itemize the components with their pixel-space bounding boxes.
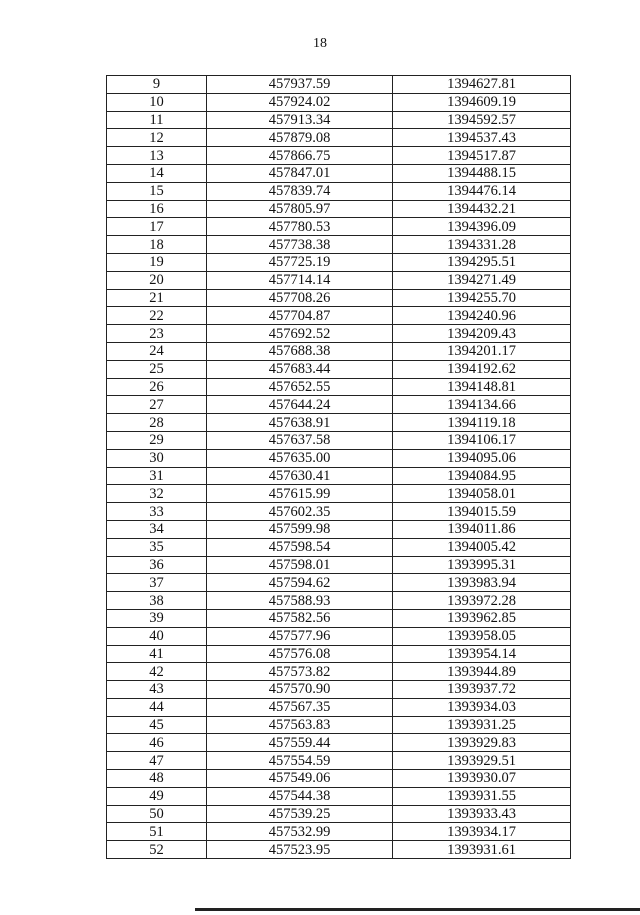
point-number-cell: 32 <box>107 485 207 503</box>
x-coordinate-cell: 457559.44 <box>207 734 393 752</box>
table-row <box>107 164 571 182</box>
x-coordinate-cell: 457576.08 <box>207 645 393 663</box>
y-coordinate-cell: 1394627.81 <box>393 76 571 94</box>
table-row <box>107 76 571 94</box>
x-coordinate-cell: 457924.02 <box>207 93 393 111</box>
table-row <box>107 271 571 289</box>
point-number-cell: 39 <box>107 609 207 627</box>
point-number-cell: 19 <box>107 253 207 271</box>
table-row <box>107 307 571 325</box>
point-number-cell: 17 <box>107 218 207 236</box>
y-coordinate-cell: 1393958.05 <box>393 627 571 645</box>
y-coordinate-cell: 1394331.28 <box>393 236 571 254</box>
x-coordinate-cell: 457570.90 <box>207 681 393 699</box>
table-row <box>107 681 571 699</box>
x-coordinate-cell: 457630.41 <box>207 467 393 485</box>
y-coordinate-cell: 1393933.43 <box>393 805 571 823</box>
y-coordinate-cell: 1393937.72 <box>393 681 571 699</box>
table-row <box>107 431 571 449</box>
y-coordinate-cell: 1393972.28 <box>393 592 571 610</box>
table-row <box>107 111 571 129</box>
point-number-cell: 30 <box>107 449 207 467</box>
x-coordinate-cell: 457598.54 <box>207 538 393 556</box>
table-row <box>107 663 571 681</box>
point-number-cell: 25 <box>107 360 207 378</box>
x-coordinate-cell: 457549.06 <box>207 770 393 788</box>
y-coordinate-cell: 1393931.55 <box>393 787 571 805</box>
table-row <box>107 787 571 805</box>
y-coordinate-cell: 1394255.70 <box>393 289 571 307</box>
table-row <box>107 129 571 147</box>
x-coordinate-cell: 457839.74 <box>207 182 393 200</box>
x-coordinate-cell: 457704.87 <box>207 307 393 325</box>
x-coordinate-cell: 457598.01 <box>207 556 393 574</box>
y-coordinate-cell: 1394015.59 <box>393 503 571 521</box>
table-row <box>107 645 571 663</box>
x-coordinate-cell: 457638.91 <box>207 414 393 432</box>
y-coordinate-cell: 1393931.61 <box>393 841 571 859</box>
y-coordinate-cell: 1394106.17 <box>393 431 571 449</box>
point-number-cell: 29 <box>107 431 207 449</box>
y-coordinate-cell: 1394201.17 <box>393 342 571 360</box>
y-coordinate-cell: 1394517.87 <box>393 147 571 165</box>
y-coordinate-cell: 1394084.95 <box>393 467 571 485</box>
table-row <box>107 734 571 752</box>
table-row <box>107 200 571 218</box>
table-row <box>107 770 571 788</box>
x-coordinate-cell: 457599.98 <box>207 520 393 538</box>
table-row <box>107 556 571 574</box>
point-number-cell: 38 <box>107 592 207 610</box>
x-coordinate-cell: 457523.95 <box>207 841 393 859</box>
y-coordinate-cell: 1393995.31 <box>393 556 571 574</box>
point-number-cell: 42 <box>107 663 207 681</box>
x-coordinate-cell: 457594.62 <box>207 574 393 592</box>
y-coordinate-cell: 1394476.14 <box>393 182 571 200</box>
x-coordinate-cell: 457725.19 <box>207 253 393 271</box>
x-coordinate-cell: 457615.99 <box>207 485 393 503</box>
table-row <box>107 716 571 734</box>
x-coordinate-cell: 457780.53 <box>207 218 393 236</box>
table-row <box>107 378 571 396</box>
x-coordinate-cell: 457637.58 <box>207 431 393 449</box>
point-number-cell: 52 <box>107 841 207 859</box>
table-row <box>107 574 571 592</box>
x-coordinate-cell: 457644.24 <box>207 396 393 414</box>
y-coordinate-cell: 1394432.21 <box>393 200 571 218</box>
point-number-cell: 43 <box>107 681 207 699</box>
point-number-cell: 44 <box>107 698 207 716</box>
y-coordinate-cell: 1394271.49 <box>393 271 571 289</box>
y-coordinate-cell: 1394011.86 <box>393 520 571 538</box>
table-row <box>107 538 571 556</box>
table-row <box>107 752 571 770</box>
point-number-cell: 50 <box>107 805 207 823</box>
x-coordinate-cell: 457937.59 <box>207 76 393 94</box>
x-coordinate-cell: 457879.08 <box>207 129 393 147</box>
table-row <box>107 289 571 307</box>
point-number-cell: 45 <box>107 716 207 734</box>
y-coordinate-cell: 1393962.85 <box>393 609 571 627</box>
y-coordinate-cell: 1393930.07 <box>393 770 571 788</box>
table-row <box>107 325 571 343</box>
point-number-cell: 35 <box>107 538 207 556</box>
point-number-cell: 37 <box>107 574 207 592</box>
table-row <box>107 360 571 378</box>
table-row <box>107 449 571 467</box>
point-number-cell: 20 <box>107 271 207 289</box>
point-number-cell: 13 <box>107 147 207 165</box>
point-number-cell: 15 <box>107 182 207 200</box>
x-coordinate-cell: 457602.35 <box>207 503 393 521</box>
x-coordinate-cell: 457708.26 <box>207 289 393 307</box>
coordinates-table-body <box>107 76 571 859</box>
y-coordinate-cell: 1393934.03 <box>393 698 571 716</box>
point-number-cell: 9 <box>107 76 207 94</box>
y-coordinate-cell: 1394134.66 <box>393 396 571 414</box>
x-coordinate-cell: 457692.52 <box>207 325 393 343</box>
y-coordinate-cell: 1393931.25 <box>393 716 571 734</box>
table-row <box>107 467 571 485</box>
point-number-cell: 24 <box>107 342 207 360</box>
x-coordinate-cell: 457573.82 <box>207 663 393 681</box>
table-row <box>107 342 571 360</box>
point-number-cell: 10 <box>107 93 207 111</box>
x-coordinate-cell: 457805.97 <box>207 200 393 218</box>
table-row <box>107 147 571 165</box>
point-number-cell: 47 <box>107 752 207 770</box>
point-number-cell: 21 <box>107 289 207 307</box>
y-coordinate-cell: 1394592.57 <box>393 111 571 129</box>
table-row <box>107 823 571 841</box>
y-coordinate-cell: 1393929.51 <box>393 752 571 770</box>
point-number-cell: 41 <box>107 645 207 663</box>
x-coordinate-cell: 457582.56 <box>207 609 393 627</box>
x-coordinate-cell: 457532.99 <box>207 823 393 841</box>
point-number-cell: 23 <box>107 325 207 343</box>
table-row <box>107 503 571 521</box>
y-coordinate-cell: 1394095.06 <box>393 449 571 467</box>
y-coordinate-cell: 1394488.15 <box>393 164 571 182</box>
y-coordinate-cell: 1394537.43 <box>393 129 571 147</box>
y-coordinate-cell: 1394209.43 <box>393 325 571 343</box>
y-coordinate-cell: 1393944.89 <box>393 663 571 681</box>
x-coordinate-cell: 457688.38 <box>207 342 393 360</box>
y-coordinate-cell: 1393954.14 <box>393 645 571 663</box>
table-row <box>107 592 571 610</box>
y-coordinate-cell: 1393983.94 <box>393 574 571 592</box>
point-number-cell: 34 <box>107 520 207 538</box>
y-coordinate-cell: 1394609.19 <box>393 93 571 111</box>
y-coordinate-cell: 1393934.17 <box>393 823 571 841</box>
x-coordinate-cell: 457714.14 <box>207 271 393 289</box>
x-coordinate-cell: 457567.35 <box>207 698 393 716</box>
table-row <box>107 627 571 645</box>
table-row <box>107 218 571 236</box>
y-coordinate-cell: 1394396.09 <box>393 218 571 236</box>
x-coordinate-cell: 457544.38 <box>207 787 393 805</box>
scan-edge-line <box>195 908 640 911</box>
y-coordinate-cell: 1394192.62 <box>393 360 571 378</box>
x-coordinate-cell: 457588.93 <box>207 592 393 610</box>
x-coordinate-cell: 457563.83 <box>207 716 393 734</box>
point-number-cell: 11 <box>107 111 207 129</box>
table-row <box>107 182 571 200</box>
x-coordinate-cell: 457847.01 <box>207 164 393 182</box>
table-row <box>107 609 571 627</box>
point-number-cell: 40 <box>107 627 207 645</box>
table-row <box>107 520 571 538</box>
point-number-cell: 16 <box>107 200 207 218</box>
point-number-cell: 27 <box>107 396 207 414</box>
table-row <box>107 414 571 432</box>
point-number-cell: 51 <box>107 823 207 841</box>
y-coordinate-cell: 1394295.51 <box>393 253 571 271</box>
table-row <box>107 485 571 503</box>
point-number-cell: 49 <box>107 787 207 805</box>
point-number-cell: 48 <box>107 770 207 788</box>
point-number-cell: 26 <box>107 378 207 396</box>
coordinates-table <box>106 75 571 859</box>
x-coordinate-cell: 457652.55 <box>207 378 393 396</box>
x-coordinate-cell: 457913.34 <box>207 111 393 129</box>
table-row <box>107 253 571 271</box>
point-number-cell: 31 <box>107 467 207 485</box>
x-coordinate-cell: 457539.25 <box>207 805 393 823</box>
x-coordinate-cell: 457738.38 <box>207 236 393 254</box>
x-coordinate-cell: 457554.59 <box>207 752 393 770</box>
x-coordinate-cell: 457866.75 <box>207 147 393 165</box>
y-coordinate-cell: 1394148.81 <box>393 378 571 396</box>
y-coordinate-cell: 1394119.18 <box>393 414 571 432</box>
x-coordinate-cell: 457635.00 <box>207 449 393 467</box>
table-row <box>107 396 571 414</box>
table-row <box>107 698 571 716</box>
x-coordinate-cell: 457683.44 <box>207 360 393 378</box>
table-row <box>107 93 571 111</box>
y-coordinate-cell: 1393929.83 <box>393 734 571 752</box>
y-coordinate-cell: 1394005.42 <box>393 538 571 556</box>
table-row <box>107 805 571 823</box>
point-number-cell: 18 <box>107 236 207 254</box>
point-number-cell: 36 <box>107 556 207 574</box>
y-coordinate-cell: 1394058.01 <box>393 485 571 503</box>
point-number-cell: 46 <box>107 734 207 752</box>
point-number-cell: 14 <box>107 164 207 182</box>
point-number-cell: 12 <box>107 129 207 147</box>
point-number-cell: 22 <box>107 307 207 325</box>
table-row <box>107 236 571 254</box>
table-row <box>107 841 571 859</box>
y-coordinate-cell: 1394240.96 <box>393 307 571 325</box>
x-coordinate-cell: 457577.96 <box>207 627 393 645</box>
point-number-cell: 33 <box>107 503 207 521</box>
point-number-cell: 28 <box>107 414 207 432</box>
page-number: 18 <box>313 36 327 51</box>
